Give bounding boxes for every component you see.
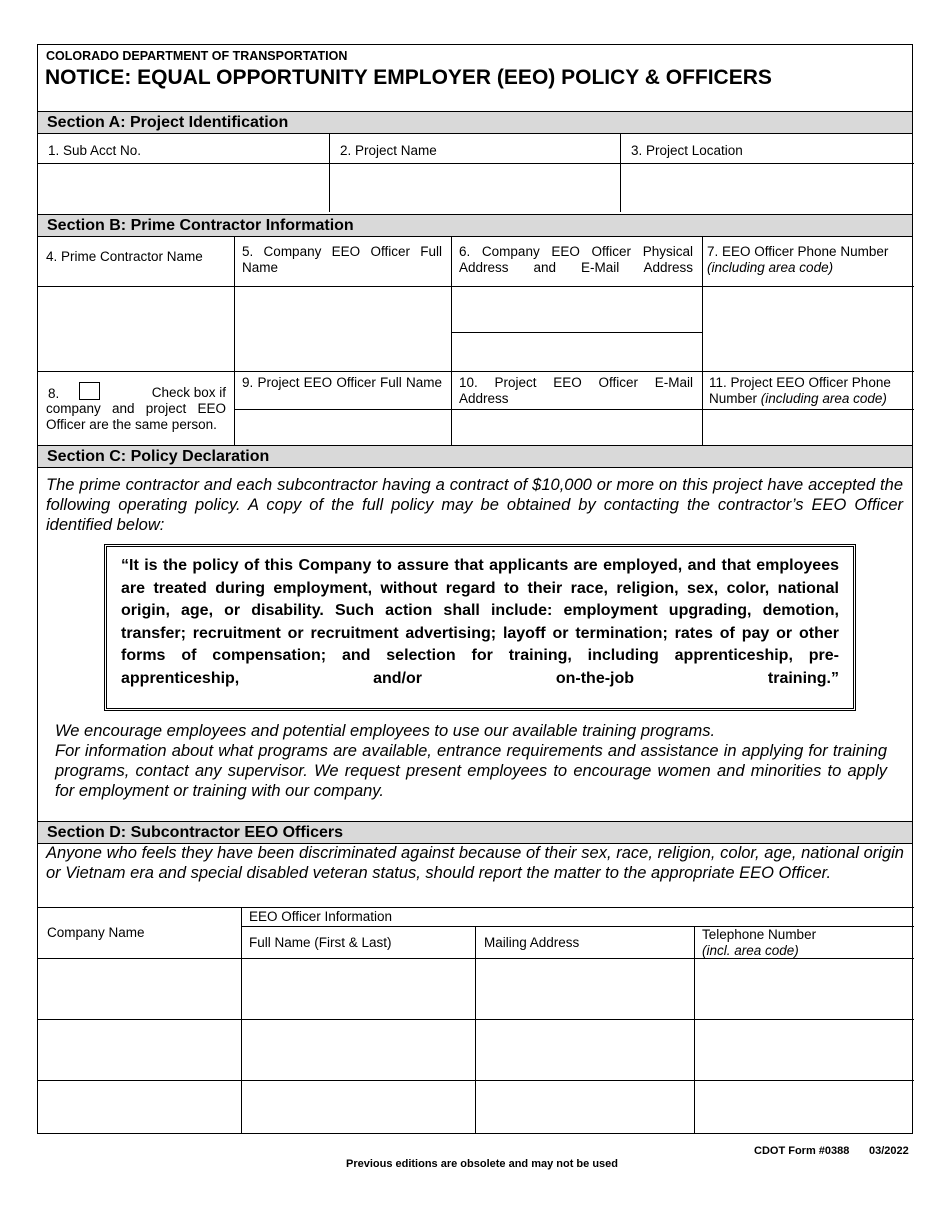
- same-person-text-line1: Check box if: [151, 385, 226, 400]
- mailing-address-cell[interactable]: [476, 959, 694, 1019]
- company-eeo-officer-name-input[interactable]: [235, 287, 451, 371]
- project-eeo-officer-phone-label: 11. Project EEO Officer Phone Number (including area code): [709, 375, 891, 406]
- obsolete-notice: Previous editions are obsolete and may not be used: [345, 1158, 618, 1170]
- table-row: [38, 1020, 914, 1080]
- sub-acct-label: 1. Sub Acct No.: [48, 143, 142, 158]
- company-eeo-officer-address-input[interactable]: [452, 287, 702, 332]
- sub-acct-input[interactable]: [38, 164, 329, 211]
- telephone-header: Telephone Number (incl. area code): [702, 927, 817, 958]
- project-location-label: 3. Project Location: [631, 143, 743, 158]
- form-date: 03/2022: [869, 1145, 909, 1157]
- project-location-input[interactable]: [621, 164, 913, 211]
- company-name-cell[interactable]: [38, 1020, 241, 1080]
- same-person-num: 8.: [48, 386, 60, 401]
- project-eeo-officer-name-input[interactable]: [235, 410, 451, 448]
- project-eeo-officer-name-label: 9. Project EEO Officer Full Name: [242, 375, 442, 390]
- form-title: NOTICE: EQUAL OPPORTUNITY EMPLOYER (EEO) POLICY & OFFICERS: [45, 66, 772, 89]
- project-eeo-officer-email-input[interactable]: [452, 410, 702, 448]
- eeo-officer-phone-note: (including area code): [707, 260, 834, 275]
- form-number: CDOT Form #0388: [754, 1145, 850, 1157]
- project-name-input[interactable]: [330, 164, 620, 211]
- company-eeo-officer-name-label: 5. Company EEO Officer Full Name: [242, 244, 442, 275]
- prime-contractor-name-label: 4. Prime Contractor Name: [46, 249, 203, 264]
- training-encourage: We encourage employees and potential employees to use our available training programs.: [55, 722, 716, 740]
- company-name-header: Company Name: [47, 925, 145, 940]
- policy-intro: The prime contractor and each subcontractor having a contract of $10,000 or more on this project have accepted the following operating policy. A copy of the full policy may be obtained by contacting the contractor’s EEO Officer identified below:: [46, 476, 903, 534]
- same-person-text-line3: Officer are the same person.: [46, 417, 217, 432]
- same-person-text-line2: company and project EEO: [46, 401, 226, 416]
- full-name-cell[interactable]: [242, 959, 475, 1019]
- eeo-notice-form: [37, 44, 913, 1134]
- company-eeo-officer-address-label: 6. Company EEO Officer Physical Address and E-Mail Address: [459, 244, 693, 275]
- discrimination-notice: Anyone who feels they have been discriminated against because of their sex, race, religion, color, age, national origin or Vietnam era and special disabled veteran status, should report the matter to the appropriate EEO Officer.: [46, 844, 904, 882]
- mailing-address-header: Mailing Address: [484, 935, 580, 950]
- mailing-address-cell[interactable]: [476, 1020, 694, 1080]
- table-row: [38, 1081, 914, 1133]
- table-row: [38, 959, 914, 1019]
- section-d-heading: Section D: Subcontractor EEO Officers: [38, 821, 912, 844]
- company-name-cell[interactable]: [38, 1081, 241, 1133]
- eeo-officer-phone-input[interactable]: [703, 287, 913, 371]
- section-a-heading: Section A: Project Identification: [38, 111, 912, 134]
- telephone-note: (incl. area code): [702, 943, 799, 958]
- project-eeo-officer-email-label: 10. Project EEO Officer E-Mail Address: [459, 375, 693, 406]
- eeo-officer-phone-label: 7. EEO Officer Phone Number (including area code): [707, 244, 889, 275]
- company-name-cell[interactable]: [38, 959, 241, 1019]
- project-eeo-officer-phone-note: (including area code): [760, 391, 887, 406]
- section-c-heading: Section C: Policy Declaration: [38, 445, 912, 468]
- project-eeo-officer-phone-input[interactable]: [703, 410, 913, 448]
- full-name-cell[interactable]: [242, 1081, 475, 1133]
- training-info: For information about what programs are available, entrance requirements and assistance in applying for training programs, contact any supervisor. We request present employees to encourage women and minorities to apply for employment or training with our company.: [55, 742, 887, 800]
- telephone-cell[interactable]: [695, 1020, 913, 1080]
- same-person-checkbox[interactable]: [79, 382, 100, 400]
- prime-contractor-name-input[interactable]: [38, 287, 234, 371]
- company-eeo-officer-email-input[interactable]: [452, 333, 702, 371]
- policy-statement: “It is the policy of this Company to assure that applicants are employed, and that employees are treated during employment, without regard to their race, religion, sex, color, national origin, age, or disability. Such action shall include: employment upgrading, demotion, transfer; recruitment or recruitment advertising; layoff or termination; rates of pay or other forms of compensation; and selection for training, including apprenticeship, pre-apprenticeship, and/or on-the-job training.”: [104, 544, 856, 711]
- full-name-header: Full Name (First & Last): [249, 935, 392, 950]
- eeo-officer-info-header: EEO Officer Information: [249, 909, 393, 924]
- section-b-heading: Section B: Prime Contractor Information: [38, 214, 912, 237]
- full-name-cell[interactable]: [242, 1020, 475, 1080]
- telephone-cell[interactable]: [695, 1081, 913, 1133]
- agency-name: COLORADO DEPARTMENT OF TRANSPORTATION: [46, 49, 348, 63]
- project-name-label: 2. Project Name: [340, 143, 437, 158]
- telephone-cell[interactable]: [695, 959, 913, 1019]
- mailing-address-cell[interactable]: [476, 1081, 694, 1133]
